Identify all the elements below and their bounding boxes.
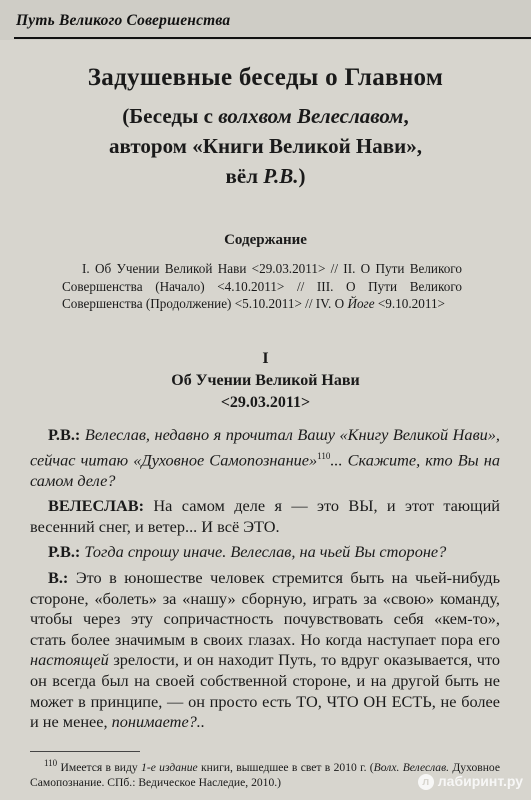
labirint-logo-icon: л <box>418 774 434 790</box>
section-date: <29.03.2011> <box>220 394 311 411</box>
footnote-marker: 110 <box>317 450 331 461</box>
footnote: $^{110}$ Имеется в виду 1-е издание книги, вышедшее в свет в 2010 г. (Волх. Велеслав. Духовное Самопознание. СПб.: Ведическое Наследие, 2010.) <box>30 758 500 789</box>
dialogue-body <box>30 420 500 733</box>
speaker-label: Р.В.: <box>48 425 81 444</box>
section-number: I <box>262 350 269 367</box>
watermark: л лабиринт.ру <box>418 773 523 790</box>
speaker-label: В.: <box>48 567 69 587</box>
dialogue-paragraph: В.: Это в юношестве человек стремится быть на чьей-нибудь стороне, «болеть» за «нашу» сборную, играть за «свою» команду, чтобы через эту сопричастность почувствовать себя «кем-то», стать более значимым в своих глазах. Но когда наступает пора его настоящей зрелости, и он находит Путь, то вдруг оказывается, что он всегда был на своей собственной стороне, и на другой быть не может в принципе, — он просто есть ТО, ЧТО ОН ЕСТЬ, не более и не менее, понимаете?.. <box>30 567 500 732</box>
speaker-label: Р.В.: <box>48 542 81 562</box>
contents-heading: Содержание <box>224 232 307 248</box>
section-title: Об Учении Великой Нави <box>171 372 360 389</box>
dialogue-paragraph: ВЕЛЕСЛАВ: На самом деле я — это ВЫ, и этот тающий весенний снег, и ветер... И всё ЭТО. <box>30 496 500 536</box>
header-rule <box>14 37 531 39</box>
contents-list: I. Об Учении Великой Нави <29.03.2011> // II. О Пути Великого Совершенства (Начало) <4.10.2011> // III. О Пути Великого Совершенства (Продолжение) <5.10.2011> // IV. О Йоге <9.10.2011> <box>62 261 462 311</box>
chapter-subtitle-line-2: автором «Книги Великой Нави», <box>109 134 422 158</box>
chapter-subtitle-line-1: (Беседы с волхвом Велеславом, <box>122 104 409 128</box>
speaker-label: ВЕЛЕСЛАВ: <box>48 496 145 516</box>
dialogue-paragraph: Р.В.: Велеслав, недавно я прочитал Вашу «Книгу Великой Нави», сейчас читаю «Духовное Самопознание»$^{110}$... Скажите, кто Вы на самом деле? <box>30 425 500 490</box>
dialogue-paragraph: Р.В.: Тогда спрошу иначе. Велеслав, на чьей Вы стороне? <box>48 542 447 562</box>
chapter-subtitle-line-3: вёл Р.В.) <box>225 164 306 188</box>
footnote-rule <box>30 751 140 752</box>
running-head: Путь Великого Совершенства <box>16 12 231 29</box>
chapter-title: Задушевные беседы о Главном <box>87 64 444 91</box>
